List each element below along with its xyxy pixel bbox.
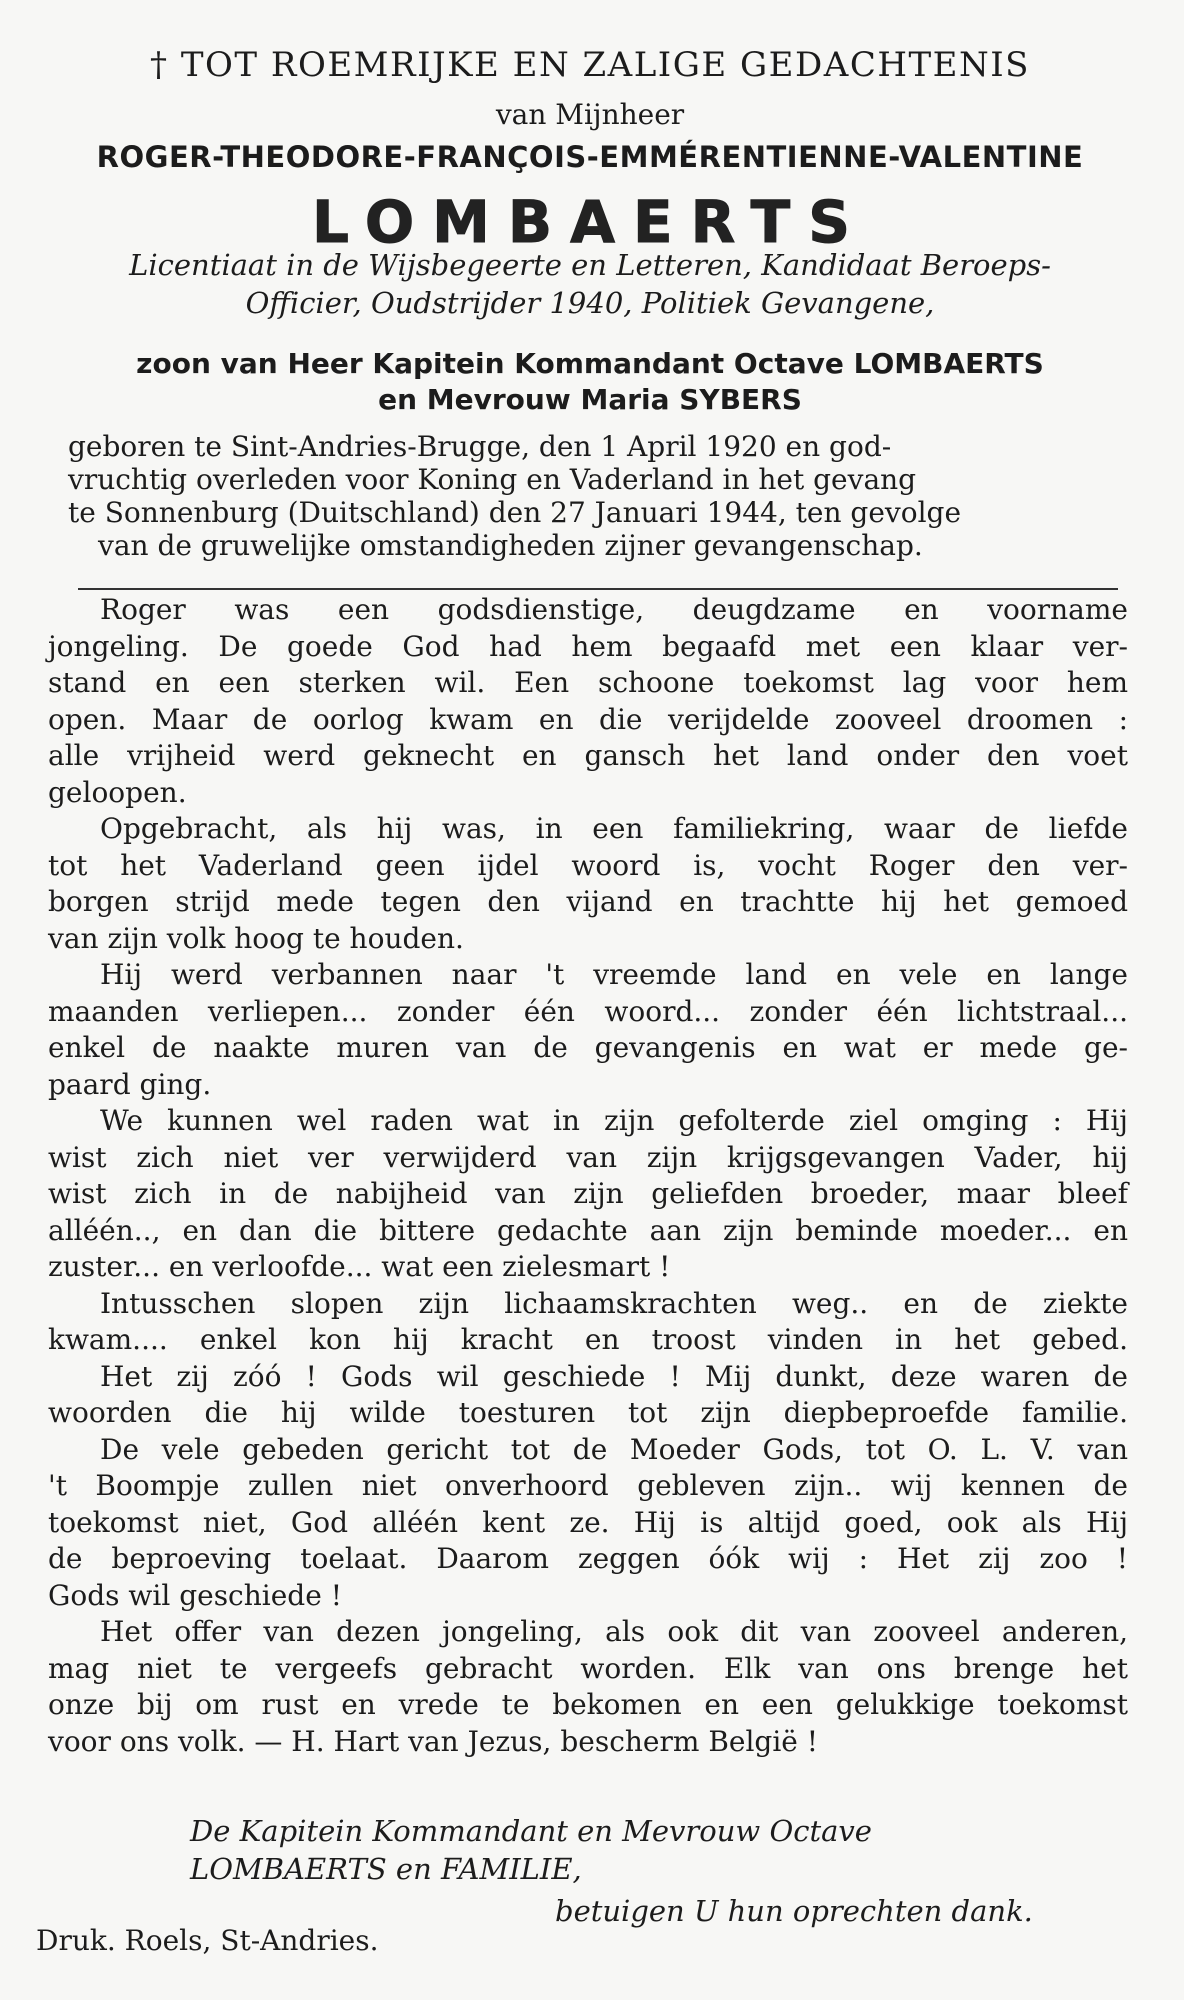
- text-line: woorden die hij wilde toesturen tot zijn diepbeproefde familie.: [48, 1396, 1128, 1429]
- birth-line: geboren te Sint-Andries-Brugge, den 1 April 1920 en god-: [68, 430, 892, 463]
- text-line: open. Maar de oorlog kwam en die verijdelde zooveel droomen :: [48, 702, 1128, 736]
- signature-line: LOMBAERTS en FAMILIE,: [190, 1852, 582, 1886]
- text-line: We kunnen wel raden wat in zijn gefolterde ziel omging : Hij: [100, 1104, 1128, 1137]
- given-names: ROGER-THEODORE-FRANÇOIS-EMMÉRENTIENNE-VALENTINE: [96, 140, 1084, 174]
- text-line: voor ons volk. — H. Hart van Jezus, bescherm België !: [48, 1724, 819, 1758]
- paragraph: [48, 957, 1128, 1103]
- text-line: stand en een sterken wil. Een schoone toekomst lag voor hem: [48, 666, 1128, 699]
- text-line: alle vrijheid werd geknecht en gansch het land onder den voet: [48, 739, 1128, 772]
- text-line: enkel de naakte muren van de gevangenis en wat er mede ge-: [48, 1031, 1128, 1064]
- text-line: de beproeving toelaat. Daarom zeggen óók wij : Het zij zoo !: [48, 1542, 1128, 1575]
- academic-titles: [40, 246, 1140, 322]
- paragraph: [48, 1359, 1128, 1432]
- text-line: Het zij zóó ! Gods wil geschiede ! Mij dunkt, deze waren de: [100, 1359, 1128, 1393]
- text-line: paard ging.: [48, 1067, 212, 1101]
- parents-line: en Mevrouw Maria SYBERS: [378, 383, 802, 416]
- birth-line: te Sonnenburg (Duitschland) den 27 Januari 1944, ten gevolge: [68, 496, 962, 529]
- parents: [40, 346, 1140, 418]
- text-line: Hij werd verbannen naar 't vreemde land en vele en lange: [100, 958, 1128, 991]
- text-line: onze bij om rust en vrede te bekomen en een gelukkige toekomst: [48, 1688, 1128, 1721]
- text-line: Het offer van dezen jongeling, als ook dit van zooveel anderen,: [100, 1615, 1128, 1648]
- paragraph: [48, 592, 1128, 811]
- thanks-line: betuigen U hun oprechten dank.: [555, 1894, 1033, 1928]
- text-line: mag niet te vergeefs gebracht worden. Elk van ons brenge het: [48, 1651, 1128, 1685]
- text-line: kwam.... enkel kon hij kracht en troost vinden in het gebed.: [48, 1323, 1128, 1356]
- paragraph: [48, 811, 1128, 957]
- paragraph: [48, 1286, 1128, 1359]
- divider: [78, 588, 1118, 590]
- text-line: alléén.., en dan die bittere gedachte aan zijn beminde moeder... en: [48, 1213, 1128, 1247]
- text-line: wist zich niet ver verwijderd van zijn krijgsgevangen Vader, hij: [48, 1140, 1128, 1174]
- text-line: borgen strijd mede tegen den vijand en trachtte hij het gemoed: [48, 885, 1128, 918]
- birth-line: vruchtig overleden voor Koning en Vaderland in het gevang: [68, 463, 917, 496]
- honorific: van Mijnheer: [495, 98, 685, 131]
- text-line: van zijn volk hoog te houden.: [48, 921, 464, 955]
- memorial-title: † TOT ROEMRIJKE EN ZALIGE GEDACHTENIS: [150, 45, 1030, 85]
- text-line: wist zich in de nabijheid van zijn geliefden broeder, maar bleef: [48, 1177, 1128, 1210]
- printer-credit: Druk. Roels, St-Andries.: [36, 1924, 379, 1957]
- titles-line: Officier, Oudstrijder 1940, Politiek Gevangene,: [245, 286, 935, 320]
- family-signature: [190, 1812, 1110, 1888]
- titles-line: Licentiaat in de Wijsbegeerte en Letteren, Kandidaat Beroeps-: [129, 248, 1051, 282]
- surname: LOMBAERTS: [311, 188, 869, 256]
- eulogy-text: [48, 592, 1128, 1760]
- parents-line: zoon van Heer Kapitein Kommandant Octave LOMBAERTS: [136, 347, 1044, 380]
- birth-line: van de gruwelijke omstandigheden zijner gevangenschap.: [98, 529, 923, 562]
- text-line: tot het Vaderland geen ijdel woord is, vocht Roger den ver-: [48, 848, 1128, 882]
- text-line: jongeling. De goede God had hem begaafd met een klaar ver-: [48, 629, 1128, 663]
- text-line: zuster... en verloofde... wat een zielesmart !: [48, 1250, 671, 1283]
- paragraph: [48, 1432, 1128, 1615]
- birth-death-info: [68, 430, 1128, 562]
- text-line: Intusschen slopen zijn lichaamskrachten weg.. en de ziekte: [100, 1286, 1128, 1320]
- text-line: 't Boompje zullen niet onverhoord gebleven zijn.. wij kennen de: [48, 1469, 1128, 1502]
- text-line: Gods wil geschiede !: [48, 1578, 342, 1612]
- text-line: De vele gebeden gericht tot de Moeder Gods, tot O. L. V. van: [100, 1432, 1128, 1466]
- text-line: Opgebracht, als hij was, in een familiekring, waar de liefde: [100, 812, 1128, 845]
- paragraph: [48, 1103, 1128, 1286]
- paragraph: [48, 1614, 1128, 1760]
- text-line: geloopen.: [48, 775, 187, 809]
- text-line: maanden verliepen... zonder één woord... zonder één lichtstraal...: [48, 994, 1128, 1028]
- text-line: toekomst niet, God alléén kent ze. Hij is altijd goed, ook als Hij: [48, 1505, 1128, 1539]
- text-line: Roger was een godsdienstige, deugdzame en voorname: [100, 593, 1128, 626]
- signature-line: De Kapitein Kommandant en Mevrouw Octave: [190, 1814, 872, 1848]
